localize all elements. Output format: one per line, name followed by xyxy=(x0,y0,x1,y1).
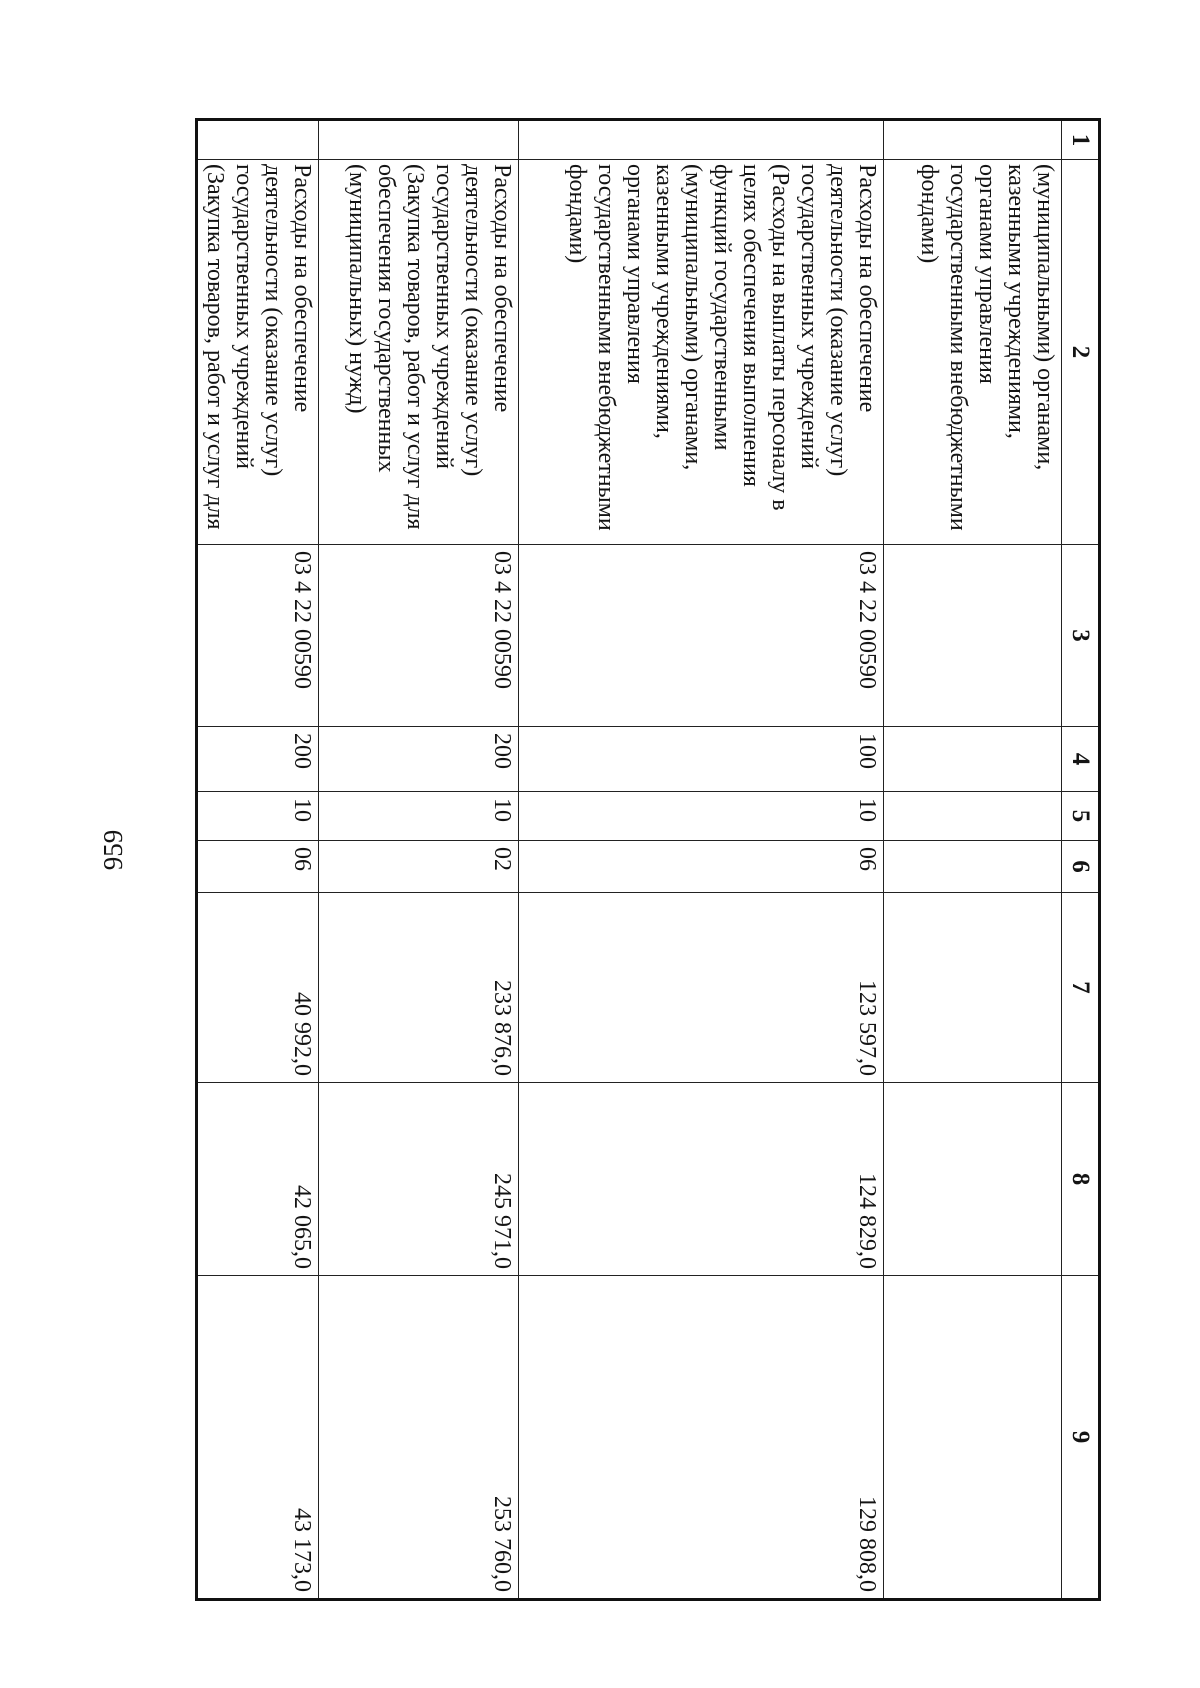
cell-amount-year-2: 245 971,0 xyxy=(319,1083,519,1276)
cell-subsection: 06 xyxy=(519,841,884,893)
cell-subsection: 06 xyxy=(197,841,319,893)
header-col-8: 8 xyxy=(1062,1083,1100,1276)
cell-subsection: 02 xyxy=(319,841,519,893)
header-col-5: 5 xyxy=(1062,792,1100,841)
header-col-1: 1 xyxy=(1062,120,1100,160)
cell-description: Расходы на обеспечение деятельности (оказание услуг) государственных учреждений (Расходы на выплаты персоналу в целях обеспечения выполнения функций государственными (муниципальными) органами, казенными учреждениями, органами управления государственными внебюджетными фондами) xyxy=(519,160,884,545)
table-row xyxy=(197,120,319,1600)
cell-amount-year-3: 253 760,0 xyxy=(319,1276,519,1600)
cell-amount-year-2 xyxy=(884,1083,1062,1276)
cell-description: Расходы на обеспечение деятельности (оказание услуг) государственных учреждений (Закупка товаров, работ и услуг для обеспечения государственных (муниципальных) нужд) xyxy=(319,160,519,545)
header-col-7: 7 xyxy=(1062,893,1100,1083)
cell-target-code: 03 4 22 00590 xyxy=(319,545,519,727)
cell-target-code xyxy=(884,545,1062,727)
cell-target-code: 03 4 22 00590 xyxy=(519,545,884,727)
table-body xyxy=(197,120,1062,1600)
header-col-9: 9 xyxy=(1062,1276,1100,1600)
cell-index xyxy=(319,120,519,160)
cell-amount-year-2: 42 065,0 xyxy=(197,1083,319,1276)
cell-section xyxy=(884,792,1062,841)
cell-index xyxy=(519,120,884,160)
budget-table xyxy=(195,118,1101,1601)
cell-expense-type: 200 xyxy=(319,727,519,792)
cell-index xyxy=(884,120,1062,160)
cell-amount-year-1: 123 597,0 xyxy=(519,893,884,1083)
cell-subsection xyxy=(884,841,1062,893)
cell-expense-type: 100 xyxy=(519,727,884,792)
cell-amount-year-2: 124 829,0 xyxy=(519,1083,884,1276)
cell-amount-year-3 xyxy=(884,1276,1062,1600)
budget-table-rotated xyxy=(201,118,1101,1598)
header-col-2: 2 xyxy=(1062,160,1100,545)
cell-section: 10 xyxy=(319,792,519,841)
cell-expense-type xyxy=(884,727,1062,792)
header-col-4: 4 xyxy=(1062,727,1100,792)
page-number: 959 xyxy=(97,829,128,871)
table-row xyxy=(519,120,884,1600)
cell-amount-year-3: 43 173,0 xyxy=(197,1276,319,1600)
table-header xyxy=(1062,120,1100,1600)
cell-expense-type: 200 xyxy=(197,727,319,792)
cell-amount-year-1: 233 876,0 xyxy=(319,893,519,1083)
cell-amount-year-3: 129 808,0 xyxy=(519,1276,884,1600)
cell-section: 10 xyxy=(519,792,884,841)
cell-amount-year-1: 40 992,0 xyxy=(197,893,319,1083)
header-col-3: 3 xyxy=(1062,545,1100,727)
cell-index xyxy=(197,120,319,160)
cell-section: 10 xyxy=(197,792,319,841)
cell-target-code: 03 4 22 00590 xyxy=(197,545,319,727)
table-row xyxy=(884,120,1062,1600)
header-row xyxy=(1062,120,1100,1600)
table-row xyxy=(319,120,519,1600)
cell-description: Расходы на обеспечение деятельности (оказание услуг) государственных учреждений (Закупка товаров, работ и услуг для xyxy=(197,160,319,545)
cell-amount-year-1 xyxy=(884,893,1062,1083)
header-col-6: 6 xyxy=(1062,841,1100,893)
cell-description: (муниципальными) органами, казенными учреждениями, органами управления государственными внебюджетными фондами) xyxy=(884,160,1062,545)
